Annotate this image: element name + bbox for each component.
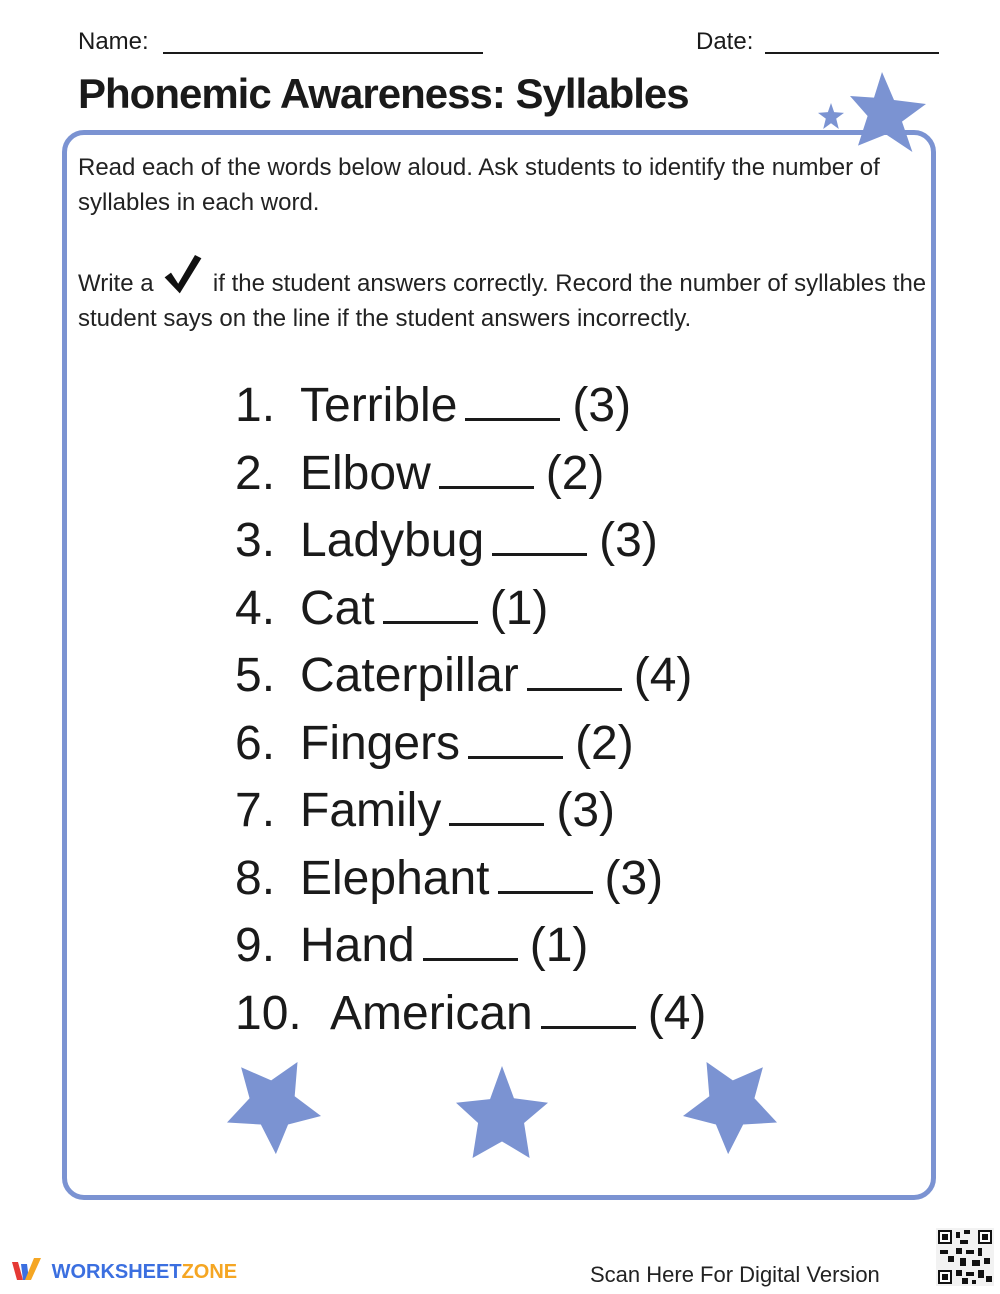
star-icon [845,72,935,152]
star-icon [454,1066,550,1158]
name-field[interactable] [163,52,483,54]
list-item: 7. Family (3) [235,784,615,837]
word: Family [300,784,442,837]
word: American [330,986,533,1040]
syllable-count: (2) [545,446,605,500]
answer-line[interactable] [449,787,544,826]
list-item: 9. Hand (1) [235,919,589,972]
answer-line[interactable] [423,922,518,961]
name-label: Name: [78,28,149,55]
star-icon [226,1062,322,1156]
word: Elbow [300,446,431,500]
list-item: 8. Elephant (3) [235,851,664,905]
star-icon [682,1062,778,1156]
answer-line[interactable] [498,855,593,894]
checkmark-icon [162,255,204,295]
syllable-count: (2) [575,716,634,770]
logo-icon [10,1258,46,1284]
word: Elephant [300,851,490,905]
answer-line[interactable] [468,720,563,759]
small-star-icon [818,103,844,129]
syllable-count: (1) [529,919,589,972]
syllable-word-list [235,372,706,1047]
word: Ladybug [300,514,485,567]
word: Caterpillar [300,649,519,702]
answer-line[interactable] [383,585,478,624]
worksheet-zone-logo: WORKSHEETZONE [10,1258,237,1284]
qr-code-icon[interactable] [936,1228,994,1286]
list-item: 1. Terrible (3) [235,379,632,432]
list-item: 3. Ladybug (3) [235,514,658,567]
instruction-text-before-check: Write a [78,270,154,297]
list-item: 5. Caterpillar (4) [235,649,693,702]
scan-text: Scan Here For Digital Version [590,1262,880,1287]
page-title: Phonemic Awareness: Syllables [78,70,689,117]
answer-line[interactable] [527,652,622,691]
list-item: 6. Fingers (2) [235,716,634,770]
word: Cat [300,581,375,635]
syllable-count: (3) [604,851,664,905]
instruction-paragraph-2 [78,255,928,336]
syllable-count: (3) [599,514,658,567]
syllable-count: (4) [633,649,693,702]
date-field[interactable] [765,52,939,54]
answer-line[interactable] [465,382,560,421]
instruction-paragraph-1: Read each of the words below aloud. Ask students to identify the number of syllables in each word. [78,154,880,216]
syllable-count: (1) [489,581,549,635]
answer-line[interactable] [439,450,534,489]
syllable-count: (4) [647,986,707,1040]
list-item: 4. Cat (1) [235,581,549,635]
list-item: 2. Elbow (2) [235,446,605,500]
syllable-count: (3) [572,379,632,432]
instruction-text-after-check: if the student answers correctly. Record the number of syllables the student says on the line if the student answers incorrectly. [78,270,927,332]
list-item: 10. American (4) [235,986,707,1040]
word: Hand [300,919,415,972]
word: Terrible [300,379,458,432]
syllable-count: (3) [556,784,615,837]
answer-line[interactable] [492,517,587,556]
date-label: Date: [696,28,754,55]
answer-line[interactable] [541,990,636,1029]
word: Fingers [300,716,461,770]
